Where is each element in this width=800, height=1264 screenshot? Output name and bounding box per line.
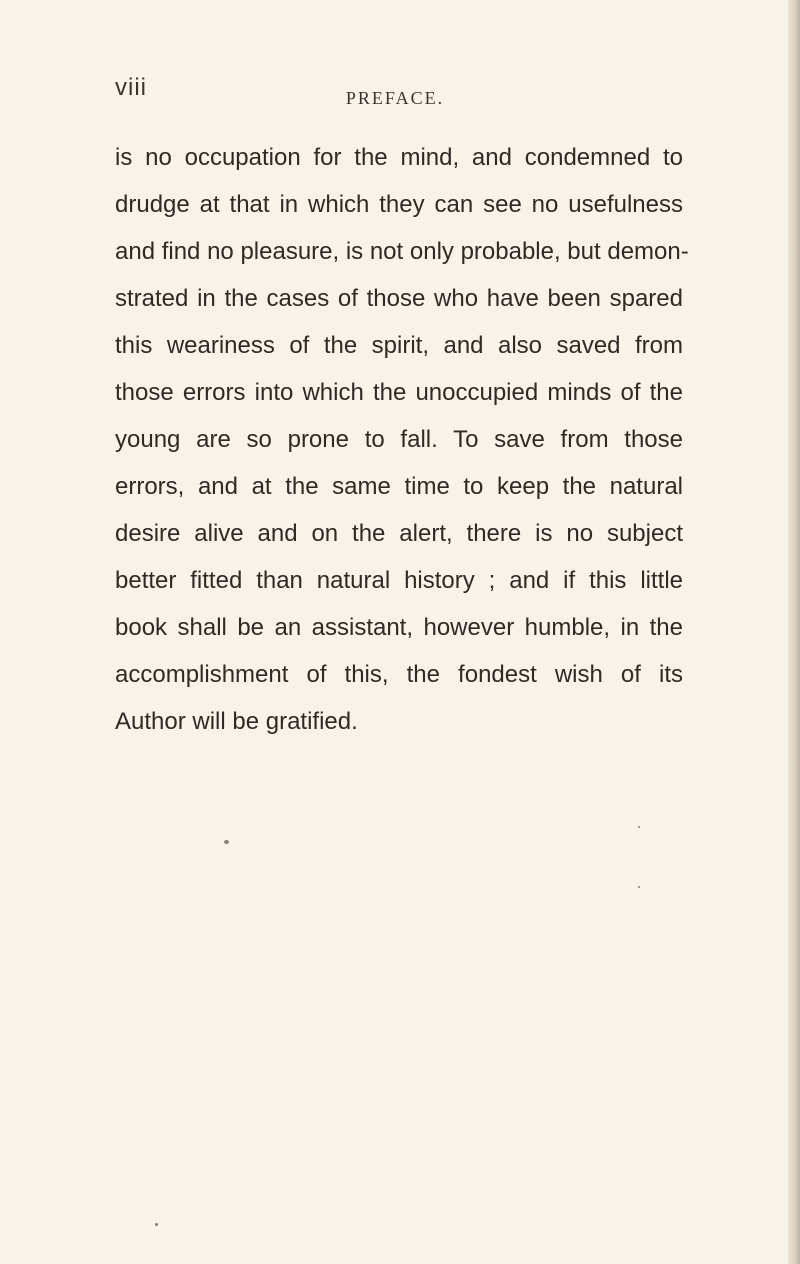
running-head <box>115 70 675 110</box>
page-edge-shadow <box>788 0 800 1264</box>
text-line: is no occupation for the mind, and condemned to <box>115 144 683 171</box>
preface-body-text <box>115 134 689 745</box>
text-line: drudge at that in which they can see no usefulness <box>115 191 683 218</box>
paper-speck <box>155 1223 158 1226</box>
text-line: and find no pleasure, is not only probable, but demon- <box>115 238 689 265</box>
text-line: Author will be gratified. <box>115 708 358 735</box>
text-line: those errors into which the unoccupied minds of the <box>115 379 683 406</box>
paper-speck <box>638 826 640 828</box>
paper-speck <box>224 840 229 844</box>
text-line: errors, and at the same time to keep the natural <box>115 473 683 500</box>
text-line: strated in the cases of those who have been spared <box>115 285 683 312</box>
text-line: better fitted than natural history ; and if this little <box>115 567 683 594</box>
text-line: young are so prone to fall. To save from those <box>115 426 683 453</box>
text-line: accomplishment of this, the fondest wish of its <box>115 661 683 688</box>
text-line: this weariness of the spirit, and also saved from <box>115 332 683 359</box>
paper-speck <box>638 886 640 888</box>
page-number: viii <box>115 74 147 101</box>
text-line: book shall be an assistant, however humble, in the <box>115 614 683 641</box>
running-title: PREFACE. <box>345 88 445 108</box>
text-line: desire alive and on the alert, there is no subject <box>115 520 683 547</box>
